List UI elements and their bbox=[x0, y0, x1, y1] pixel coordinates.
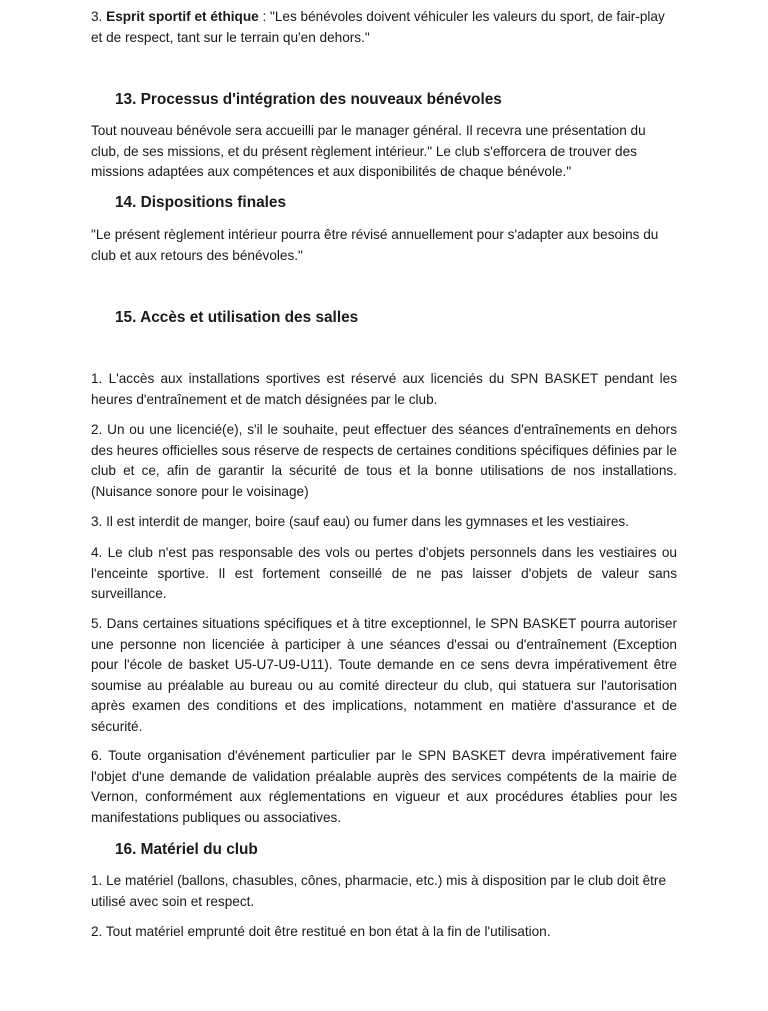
section-15-item-5: 5. Dans certaines situations spécifiques et à titre exceptionnel, le SPN BASKET pourra autoriser une personne non licenciée à participer à une séances d'essai ou d'entraînement (Exception pour l'école de basket U5-U7-U9-U11). Toute demande en ce sens devra impérativement être soumise au préalable au bureau ou au comité directeur du club, qui statuera sur l'autorisation après examen des conditions et des implications, notamment en matière d'assurance et de sécurité. bbox=[91, 616, 677, 734]
item-text: : "Les bénévoles doivent véhiculer les valeurs du sport, de fair-play et de respect, tant sur le terrain qu'en dehors." bbox=[91, 9, 665, 45]
section-12-item-3 bbox=[91, 7, 677, 48]
section-15-item-2: 2. Un ou une licencié(e), s'il le souhaite, peut effectuer des séances d'entraînements en dehors des heures officielles sous réserve de respects de certaines conditions spécifiques définies par le club et ce, afin de garantir la sécurité de tous et la bonne utilisations de nos installations. (Nuisance sonore pour le voisinage) bbox=[91, 422, 677, 499]
item-title: Esprit sportif et éthique bbox=[106, 9, 259, 24]
section-16-heading: 16. Matériel du club bbox=[115, 841, 258, 858]
section-15-item-4: 4. Le club n'est pas responsable des vols ou pertes d'objets personnels dans les vestiaires ou l'enceinte sportive. Il est fortement conseillé de ne pas laisser d'objets de valeur sans surveillance. bbox=[91, 545, 677, 602]
section-14-heading: 14. Dispositions finales bbox=[115, 194, 287, 211]
section-13-paragraph: Tout nouveau bénévole sera accueilli par le manager général. Il recevra une présentation du club, de ses missions, et du présent règlement intérieur." Le club s'efforcera de trouver des missions adaptées aux compétences et aux disponibilités de chaque bénévole." bbox=[91, 123, 646, 180]
section-16-item-1: 1. Le matériel (ballons, chasubles, cônes, pharmacie, etc.) mis à disposition par le club doit être utilisé avec soin et respect. bbox=[91, 873, 666, 909]
section-15-item-6: 6. Toute organisation d'événement particulier par le SPN BASKET devra impérativement faire l'objet d'une demande de validation préalable auprès des services compétents de la mairie de Vernon, conformément aux réglementations en vigueur et aux procédures établies pour les manifestations publiques ou associatives. bbox=[91, 748, 677, 825]
section-15-heading: 15. Accès et utilisation des salles bbox=[115, 309, 359, 326]
section-15-item-3: 3. Il est interdit de manger, boire (sauf eau) ou fumer dans les gymnases et les vestiaires. bbox=[91, 514, 629, 529]
section-14-paragraph: "Le présent règlement intérieur pourra être révisé annuellement pour s'adapter aux besoins du club et aux retours des bénévoles." bbox=[91, 227, 659, 263]
section-13-heading: 13. Processus d'intégration des nouveaux bénévoles bbox=[115, 91, 502, 108]
section-16-item-2: 2. Tout matériel emprunté doit être restitué en bon état à la fin de l'utilisation. bbox=[91, 924, 551, 939]
item-number: 3. bbox=[91, 9, 107, 24]
section-15-item-1: 1. L'accès aux installations sportives est réservé aux licenciés du SPN BASKET pendant les heures d'entraînement et de match désignées par le club. bbox=[91, 371, 677, 407]
